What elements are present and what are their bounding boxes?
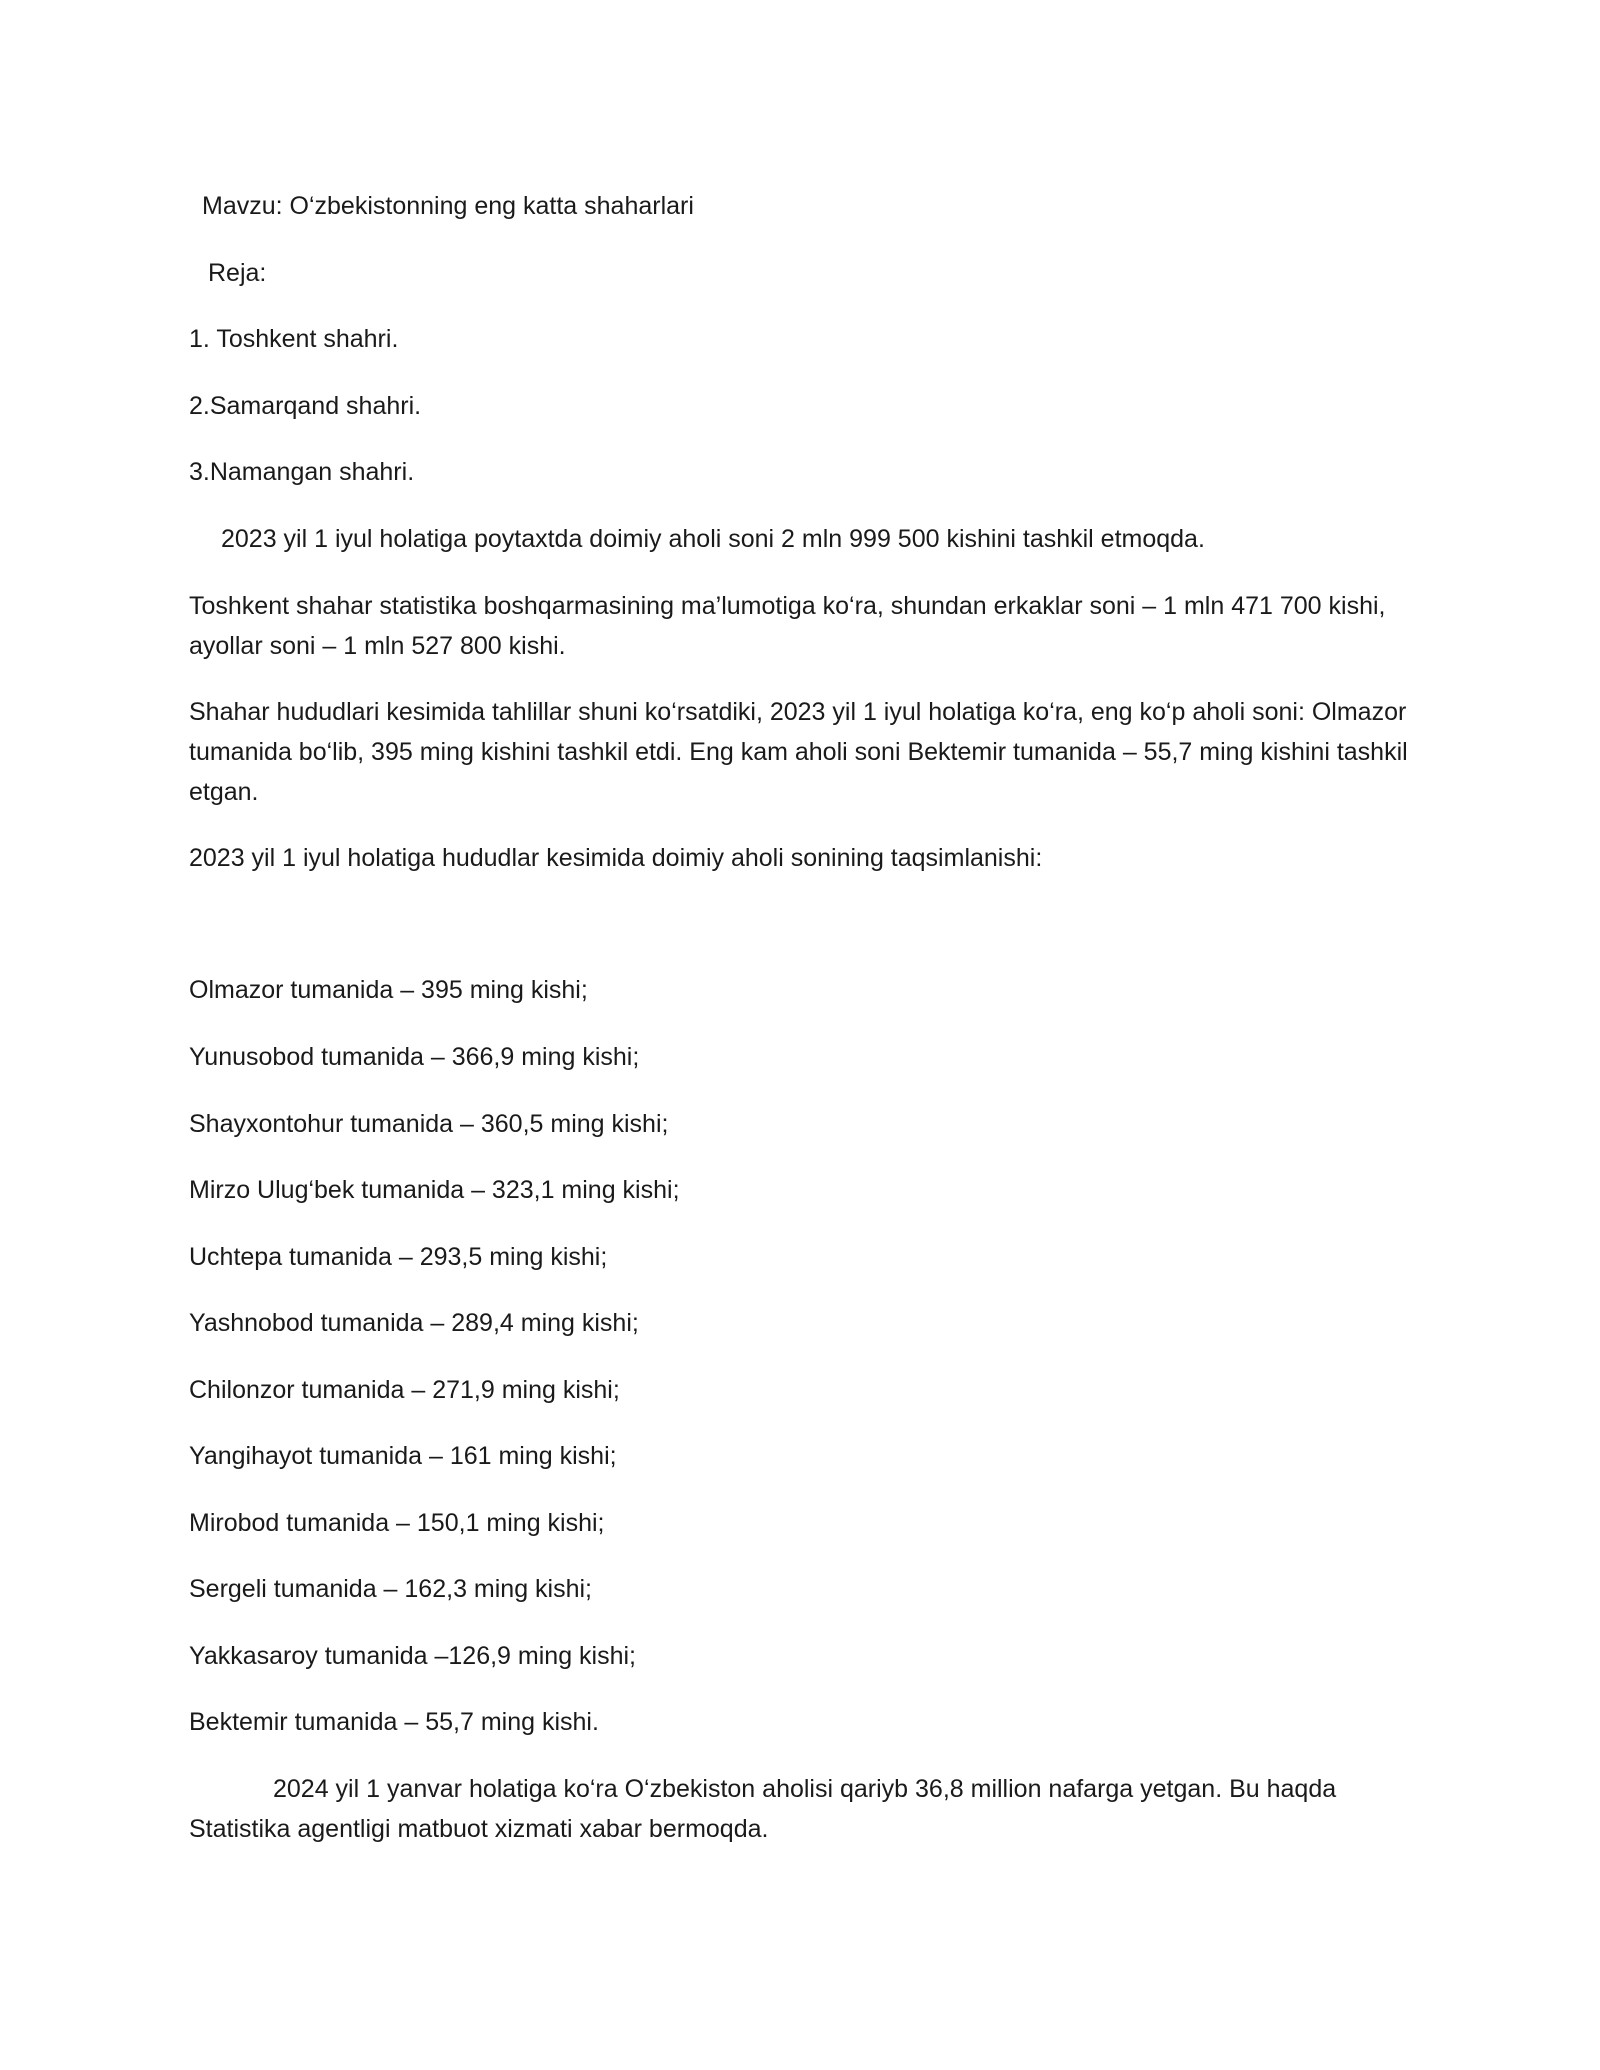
district-item: Mirobod tumanida – 150,1 ming kishi; [189,1509,605,1537]
district-item: Mirzo Ulug‘bek tumanida – 323,1 ming kishi; [189,1176,680,1204]
paragraph: Shahar hududlari kesimida tahlillar shuni ko‘rsatdiki, 2023 yil 1 iyul holatiga ko‘ra, eng ko‘p aholi soni: Olmazor tumanida bo‘lib, 395 ming kishini tashkil etdi. Eng kam aholi soni Bektemir tumanida – 55,7 ming kishini tashkil etgan. [189,698,1408,806]
plan-item: 3.Namangan shahri. [189,458,415,486]
district-item: Uchtepa tumanida – 293,5 ming kishi; [189,1243,608,1271]
district-item: Yakkasaroy tumanida –126,9 ming kishi; [189,1642,636,1670]
district-item: Yunusobod tumanida – 366,9 ming kishi; [189,1043,640,1071]
paragraph: Toshkent shahar statistika boshqarmasining ma’lumotiga ko‘ra, shundan erkaklar soni – 1 mln 471 700 kishi, ayollar soni – 1 mln 527 800 kishi. [189,592,1386,660]
district-item: Bektemir tumanida – 55,7 ming kishi. [189,1708,599,1736]
plan-item: 1. Toshkent shahri. [189,325,399,353]
district-item: Yashnobod tumanida – 289,4 ming kishi; [189,1309,639,1337]
plan-label: Reja: [208,259,267,287]
district-item: Shayxontohur tumanida – 360,5 ming kishi; [189,1110,669,1138]
paragraph: 2023 yil 1 iyul holatiga poytaxtda doimiy aholi soni 2 mln 999 500 kishini tashkil etmoqda. [221,525,1205,553]
district-item: Sergeli tumanida – 162,3 ming kishi; [189,1575,593,1603]
district-item: Chilonzor tumanida – 271,9 ming kishi; [189,1376,620,1404]
paragraph: 2023 yil 1 iyul holatiga hududlar kesimida doimiy aholi sonining taqsimlanishi: [189,844,1043,872]
district-item: Yangihayot tumanida – 161 ming kishi; [189,1442,617,1470]
closing-paragraph: 2024 yil 1 yanvar holatiga ko‘ra O‘zbekiston aholisi qariyb 36,8 million nafarga yetgan. Bu haqda Statistika agentligi matbuot xizmati xabar bermoqda. [189,1775,1337,1843]
district-item: Olmazor tumanida – 395 ming kishi; [189,976,588,1004]
topic-heading: Mavzu: O‘zbekistonning eng katta shaharlari [202,192,694,220]
plan-item: 2.Samarqand shahri. [189,392,422,420]
